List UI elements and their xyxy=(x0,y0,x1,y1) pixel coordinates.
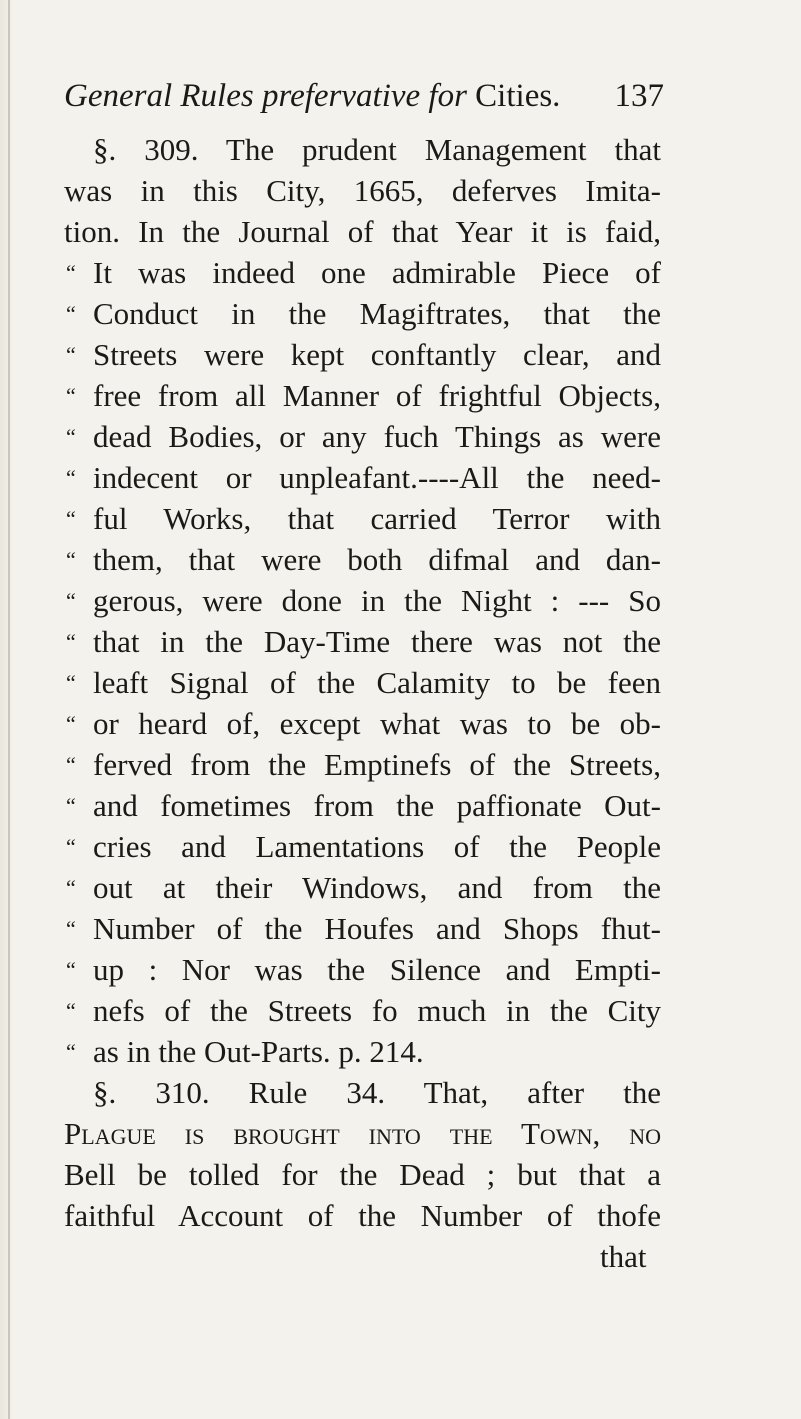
quoted-text-line: It was indeed one admirable Piece of xyxy=(93,255,661,290)
running-header xyxy=(64,72,664,120)
quoted-text-line: that in the Day-Time there was not the xyxy=(93,624,661,659)
quoted-text-line: up : Nor was the Silence and Empti- xyxy=(93,952,661,987)
page-number: 137 xyxy=(614,78,664,114)
catchword: that xyxy=(600,1239,647,1274)
quotation-mark: “ xyxy=(66,424,76,449)
quoted-text-line: out at their Windows, and from the xyxy=(93,870,661,905)
quoted-text-line: Streets were kept conftantly clear, and xyxy=(93,337,661,372)
quoted-text-line: leaft Signal of the Calamity to be feen xyxy=(93,665,661,700)
quotation-mark: “ xyxy=(66,383,76,408)
quoted-text-line: Conduct in the Magiftrates, that the xyxy=(93,296,661,331)
quotation-mark: “ xyxy=(66,465,76,490)
quotation-mark: “ xyxy=(66,711,76,736)
quoted-text-line: cries and Lamentations of the People xyxy=(93,829,661,864)
quoted-text-line: nefs of the Streets fo much in the City xyxy=(93,993,661,1028)
quotation-mark: “ xyxy=(66,260,76,285)
quotation-mark: “ xyxy=(66,1039,76,1064)
text-line: Bell be tolled for the Dead ; but that a xyxy=(64,1157,661,1192)
quotation-mark: “ xyxy=(66,588,76,613)
page-gutter-edge xyxy=(8,0,10,1419)
text-line: §. 309. The prudent Management that xyxy=(93,132,661,167)
quoted-text-line: free from all Manner of frightful Objects, xyxy=(93,378,661,413)
quotation-mark: “ xyxy=(66,342,76,367)
quotation-mark: “ xyxy=(66,834,76,859)
text-line: faithful Account of the Number of thofe xyxy=(64,1198,661,1233)
quotation-mark: “ xyxy=(66,957,76,982)
running-title-italic: General Rules prefervative for xyxy=(64,78,467,114)
quoted-text-line: gerous, were done in the Night : --- So xyxy=(93,583,661,618)
quotation-mark: “ xyxy=(66,670,76,695)
page-gutter-shadow xyxy=(0,0,14,1419)
text-line: tion. In the Journal of that Year it is faid, xyxy=(64,214,661,249)
text-line: Plague is brought into the Town, no xyxy=(64,1116,661,1151)
quoted-text-line: ful Works, that carried Terror with xyxy=(93,501,661,536)
quoted-text-line: Number of the Houfes and Shops fhut- xyxy=(93,911,661,946)
quotation-mark: “ xyxy=(66,506,76,531)
quoted-text-line: ferved from the Emptinefs of the Streets, xyxy=(93,747,661,782)
quotation-mark: “ xyxy=(66,629,76,654)
quotation-mark: “ xyxy=(66,998,76,1023)
quoted-text-line: as in the Out-Parts. p. 214. xyxy=(93,1034,424,1069)
text-line: was in this City, 1665, deferves Imita- xyxy=(64,173,661,208)
quoted-text-line: and fometimes from the paffionate Out- xyxy=(93,788,661,823)
quotation-mark: “ xyxy=(66,875,76,900)
quoted-text-line: them, that were both difmal and dan- xyxy=(93,542,661,577)
quoted-text-line: dead Bodies, or any fuch Things as were xyxy=(93,419,661,454)
quotation-mark: “ xyxy=(66,916,76,941)
running-title-roman: Cities. xyxy=(475,78,561,114)
quoted-text-line: or heard of, except what was to be ob- xyxy=(93,706,661,741)
quotation-mark: “ xyxy=(66,793,76,818)
quoted-text-line: indecent or unpleafant.----All the need- xyxy=(93,460,661,495)
quotation-mark: “ xyxy=(66,301,76,326)
text-line: §. 310. Rule 34. That, after the xyxy=(93,1075,661,1110)
quotation-mark: “ xyxy=(66,547,76,572)
quotation-mark: “ xyxy=(66,752,76,777)
